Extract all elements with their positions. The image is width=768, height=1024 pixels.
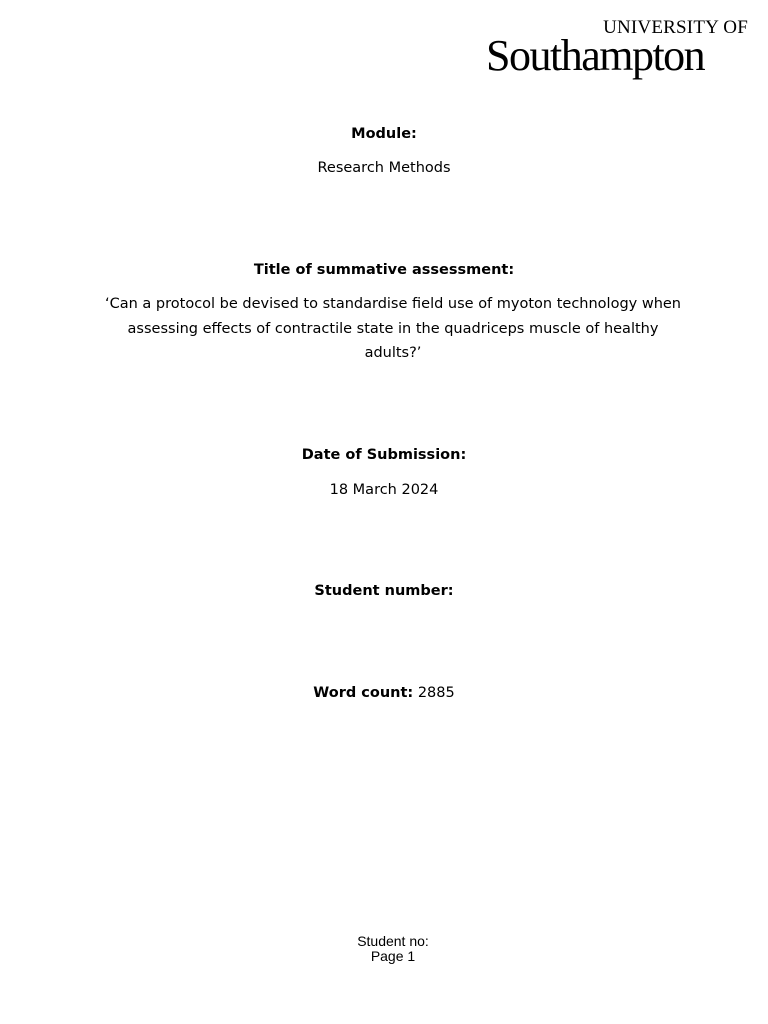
submission-date-label: Date of Submission:: [301, 447, 467, 463]
university-logo: [486, 17, 748, 80]
footer-page-number: Page 1: [370, 948, 416, 964]
logo-university-of: UNIVERSITY OF: [603, 17, 748, 38]
logo-southampton: Southampton: [486, 31, 705, 80]
module-value: Research Methods: [317, 160, 451, 176]
student-number-label: Student number:: [314, 583, 454, 599]
word-count-line: [0, 685, 768, 701]
footer-student-no: Student no:: [357, 933, 429, 949]
word-count-label: Word count:: [313, 685, 414, 701]
submission-date-value: 18 March 2024: [329, 482, 439, 498]
assessment-title-label: Title of summative assessment:: [253, 262, 515, 278]
assessment-title-value: ‘Can a protocol be devised to standardise field use of myoton technology when assessing effects of contractile state in the quadriceps muscle of healthy adults?’: [105, 296, 681, 361]
module-label: Module:: [351, 126, 417, 142]
word-count-value: 2885: [417, 685, 455, 701]
